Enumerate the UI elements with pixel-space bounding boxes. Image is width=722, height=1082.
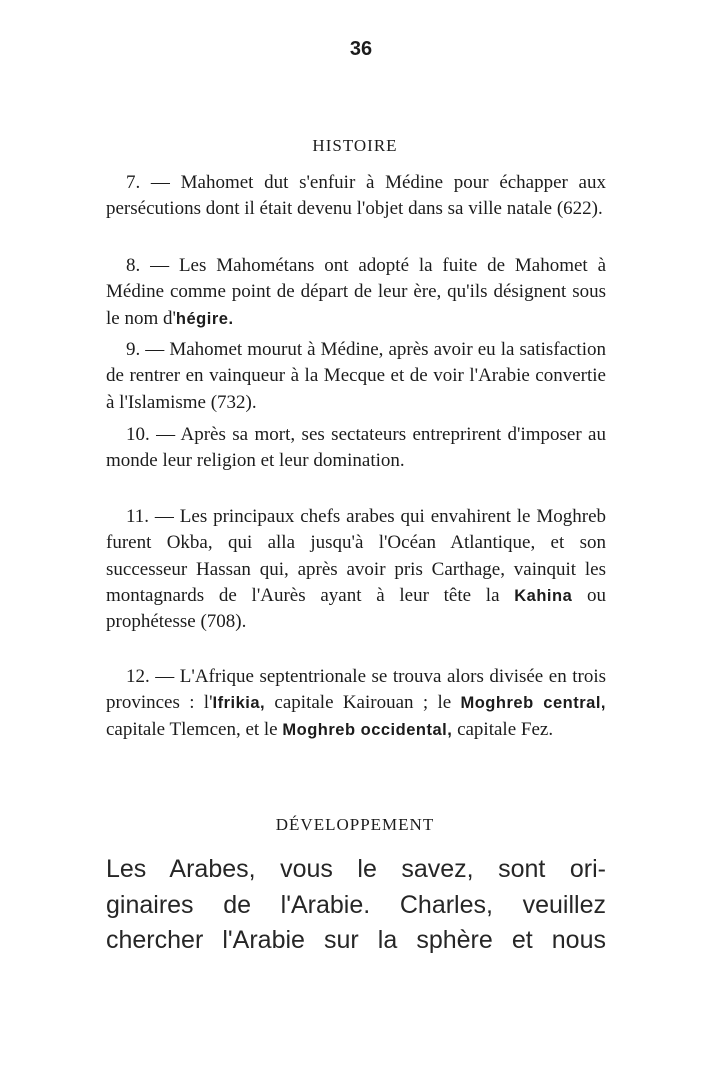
paragraph-10	[106, 422, 606, 475]
paragraph-text: capitale Tlemcen, et le	[106, 718, 283, 740]
paragraph-text: — L'Afrique septentrionale se trouva alors divisée en trois provinces : l'	[106, 666, 606, 714]
bold-term-hegire: hégire.	[175, 309, 234, 328]
bold-term-ifrikia: Ifrikia,	[212, 694, 266, 713]
developpement-line: Les Arabes, vous le savez, sont ori-	[106, 855, 606, 883]
section-title-developpement: DÉVELOPPEMENT	[275, 815, 435, 834]
paragraph-text: capitale Kairouan ; le	[265, 692, 461, 714]
paragraph-text: capitale Fez.	[452, 718, 554, 740]
paragraph-8	[106, 253, 606, 332]
paragraph-11	[106, 504, 606, 635]
developpement-line: chercher l'Arabie sur la sphère et nous	[106, 926, 606, 954]
page-number: 36	[349, 38, 373, 60]
paragraph-number: 11.	[126, 506, 150, 527]
paragraph-number: 10.	[126, 424, 150, 445]
developpement-text	[106, 852, 606, 959]
section-title-histoire: HISTOIRE	[312, 136, 398, 155]
paragraph-text: — Les principaux chefs arabes qui envahirent le Moghreb furent Okba, qui alla jusqu'à l'Océan Atlantique, et son successeur Hassan qui, après avoir pris Carthage, vainquit les montagnards de l'Aurès ayant à leur tête la	[106, 506, 606, 606]
paragraph-number: 7.	[126, 172, 141, 193]
paragraph-7	[106, 170, 606, 223]
paragraph-text: ou prophétesse (708).	[106, 584, 606, 633]
bold-term-moghreb-occidental: Moghreb occidental,	[282, 720, 453, 739]
paragraph-9	[106, 337, 606, 416]
developpement-line: ginaires de l'Arabie. Charles, veuillez	[106, 890, 606, 919]
paragraph-text: — Après sa mort, ses sectateurs entreprirent d'imposer au monde leur religion et leur domination.	[106, 424, 606, 472]
paragraph-text: — Les Mahométans ont adopté la fuite de Mahomet à Médine comme point de départ de leur ère, qu'ils désignent sous le nom d'	[106, 255, 606, 329]
paragraph-text: — Mahomet dut s'enfuir à Médine pour échapper aux persécutions dont il était devenu l'objet dans sa ville natale (622).	[106, 172, 606, 220]
paragraph-text: — Mahomet mourut à Médine, après avoir eu la satisfaction de rentrer en vainqueur à la Mecque et de voir l'Arabie convertie à l'Islamisme (732).	[106, 339, 606, 413]
paragraph-12	[106, 664, 606, 743]
bold-term-moghreb-central: Moghreb central,	[460, 694, 606, 713]
paragraph-number: 9.	[126, 339, 141, 360]
paragraph-number: 8.	[126, 255, 141, 276]
bold-term-kahina: Kahina	[514, 586, 573, 605]
paragraph-number: 12.	[126, 666, 150, 687]
